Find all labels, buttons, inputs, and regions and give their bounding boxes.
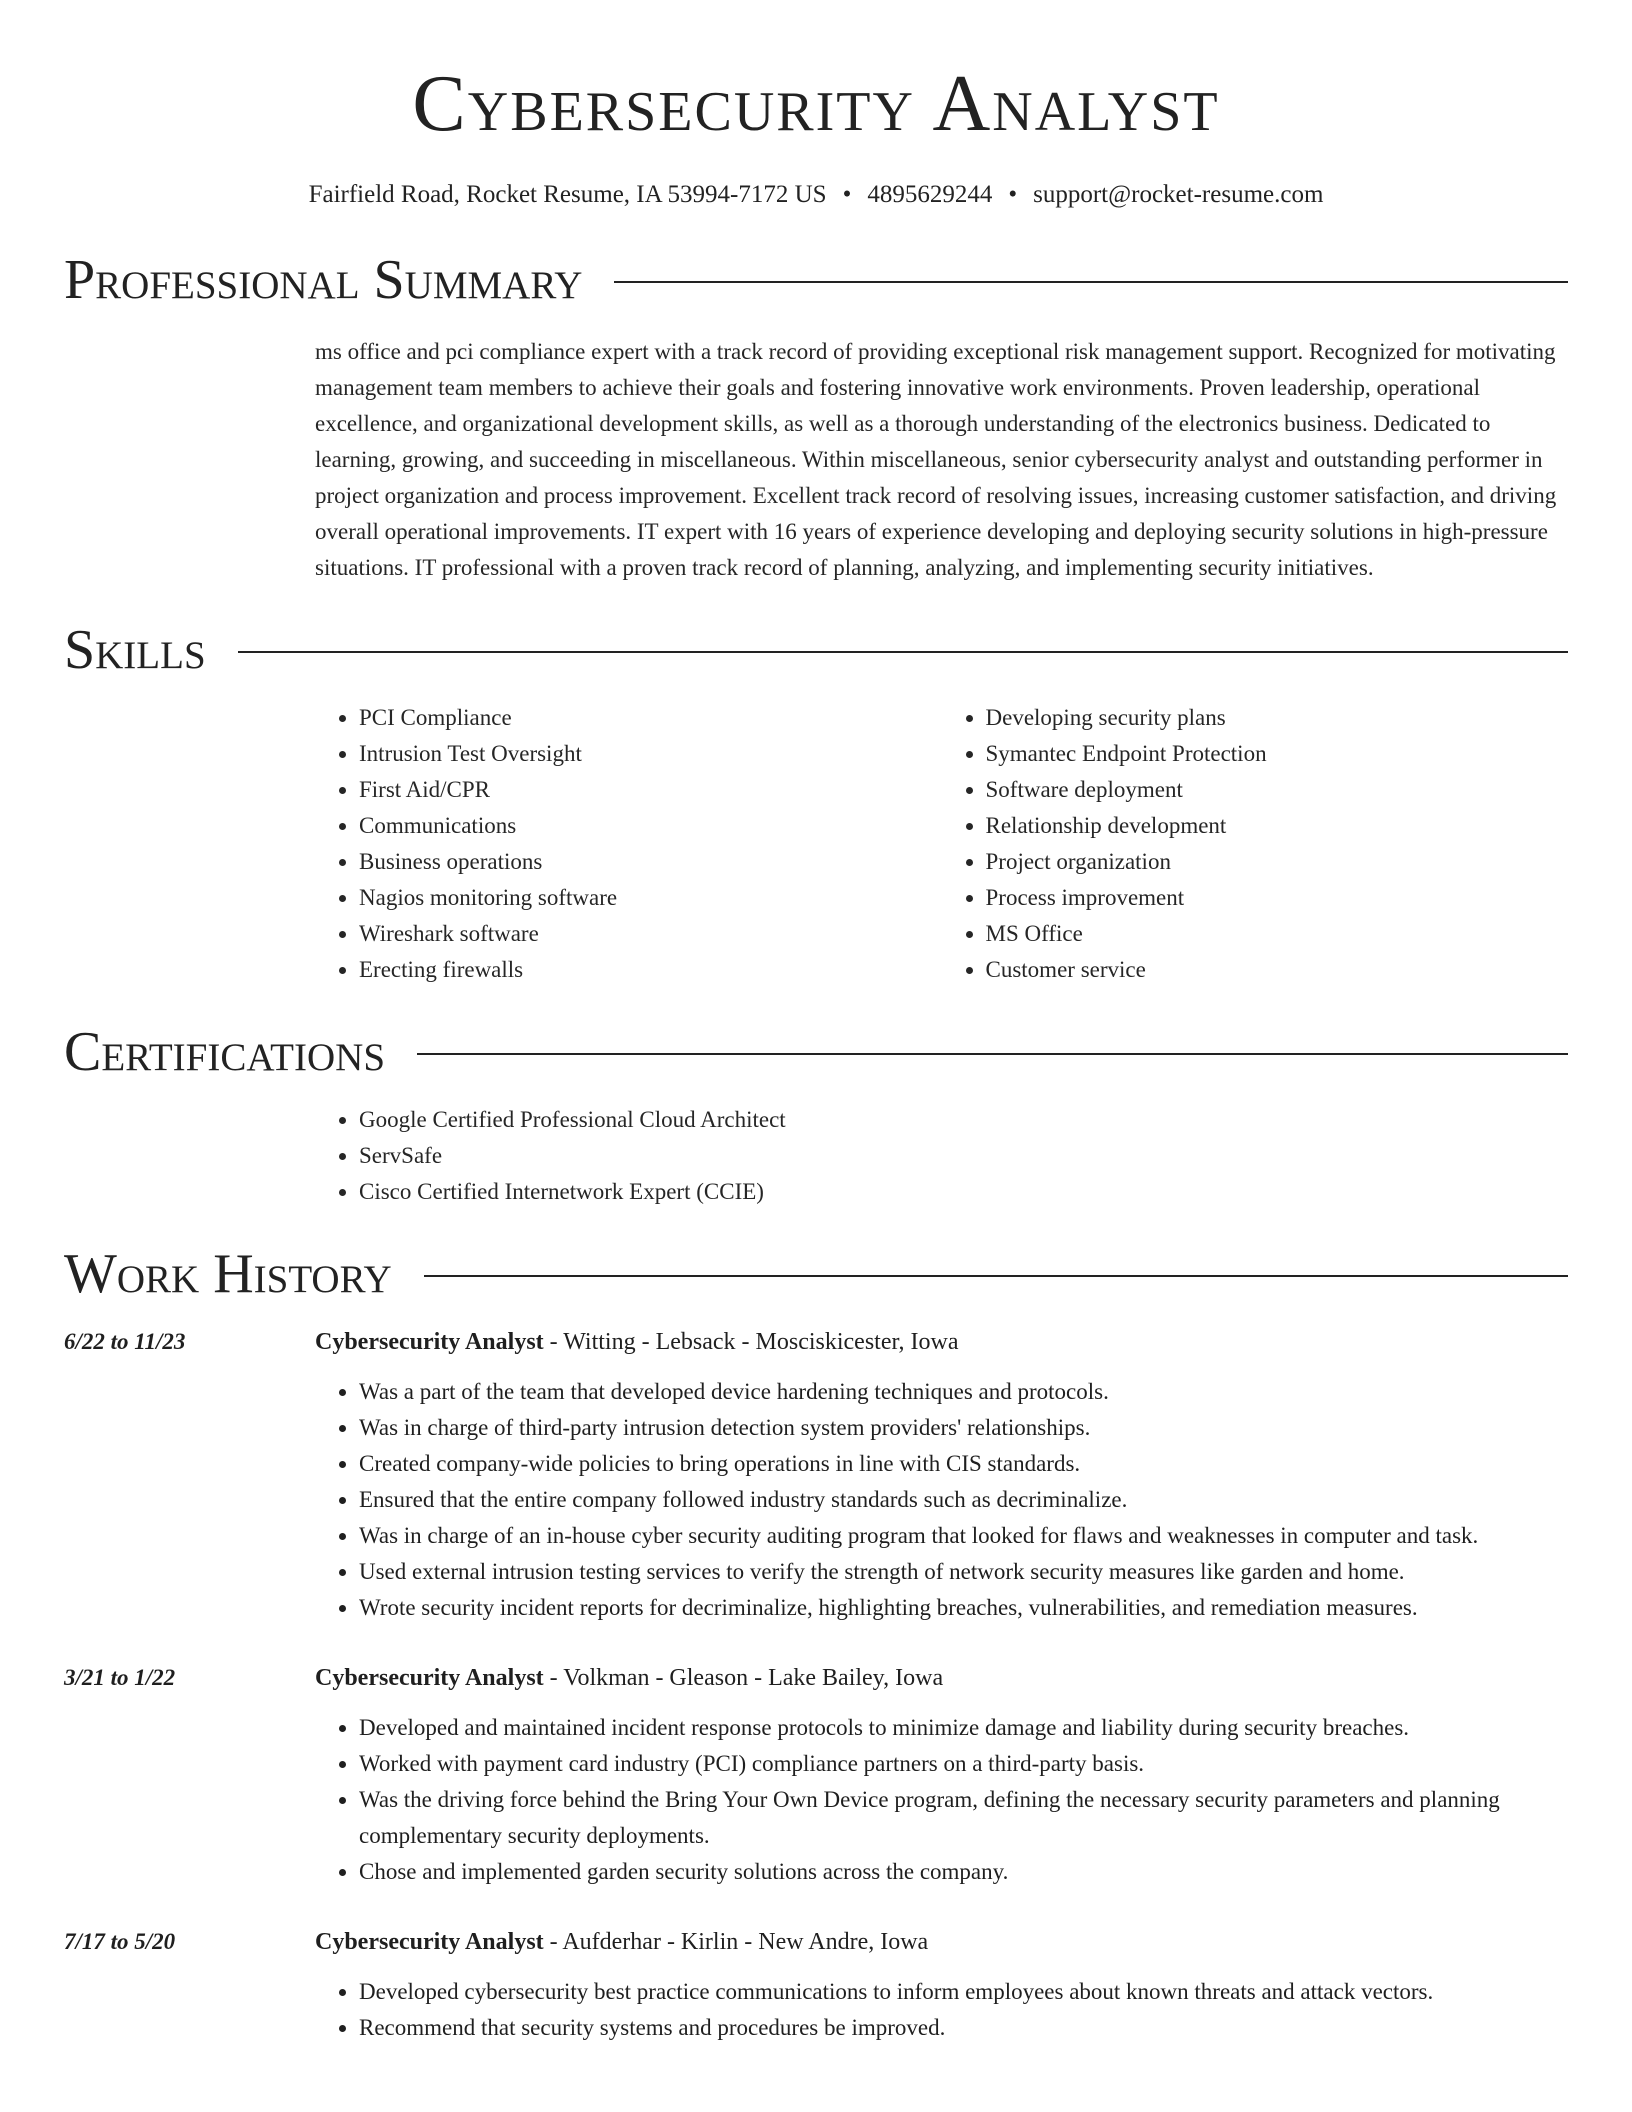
job-entry: [64, 1924, 1568, 2046]
section-rule: [417, 1053, 1568, 1055]
list-item: • Developed cybersecurity best practice communications to inform employees about known threats and attack vectors.: [359, 1974, 1568, 2010]
list-item: • Worked with payment card industry (PCI) compliance partners on a third-party basis.: [359, 1746, 1568, 1782]
contact-line: [0, 180, 1632, 210]
list-item: • Was the driving force behind the Bring Your Own Device program, defining the necessary security parameters and planning complementary security deployments.: [359, 1782, 1568, 1854]
separator: •: [842, 181, 852, 208]
summary-text: ms office and pci compliance expert with a track record of providing exceptional risk management support. Recognized for motivating management team members to achieve their goals and fostering innovative work environments. Proven leadership, operational excellence, and organizational development skills, as well as a thorough understanding of the electronics business. Dedicated to learning, growing, and succeeding in miscellaneous. Within miscellaneous, senior cybersecurity analyst and outstanding performer in project organization and process improvement. Excellent track record of resolving issues, increasing customer satisfaction, and driving overall operational improvements. IT expert with 16 years of experience developing and deploying security solutions in high-pressure situations. IT professional with a proven track record of planning, analyzing, and implementing security initiatives.: [315, 339, 1557, 580]
section-title: Certifications: [64, 1021, 386, 1083]
job-dates: 6/22 to 11/23: [64, 1329, 186, 1354]
list-item: • Customer service: [986, 952, 1569, 988]
job-details: [315, 1324, 1568, 1626]
section-header: [64, 1242, 1568, 1306]
job-entry: [64, 1660, 1568, 1890]
job-role: Cybersecurity Analyst: [315, 1665, 544, 1691]
job-dates: 7/17 to 5/20: [64, 1929, 176, 1954]
phone: 4895629244: [867, 181, 993, 208]
job-bullets: [315, 1710, 1568, 1890]
list-item: • Wireshark software: [359, 916, 942, 952]
job-company: - Volkman - Gleason - Lake Bailey, Iowa: [543, 1665, 944, 1691]
job-heading: [315, 1660, 1568, 1696]
list-item: • Relationship development: [986, 808, 1569, 844]
list-item: • Intrusion Test Oversight: [359, 736, 942, 772]
email: support@rocket-resume.com: [1033, 181, 1324, 208]
section-header: [64, 1020, 1568, 1084]
list-item: • Nagios monitoring software: [359, 880, 942, 916]
list-item: • Erecting firewalls: [359, 952, 942, 988]
address: Fairfield Road, Rocket Resume, IA 53994-7172 US: [308, 181, 827, 208]
certifications-section: [0, 1020, 1632, 1210]
list-item: • Was in charge of an in-house cyber security auditing program that looked for flaws and weaknesses in computer and task.: [359, 1518, 1568, 1554]
list-item: • Process improvement: [986, 880, 1569, 916]
list-item: • Ensured that the entire company followed industry standards such as decriminalize.: [359, 1482, 1568, 1518]
list-item: • Created company-wide policies to bring operations in line with CIS standards.: [359, 1446, 1568, 1482]
job-company: - Aufderhar - Kirlin - New Andre, Iowa: [543, 1929, 929, 1955]
job-details: [315, 1660, 1568, 1890]
summary-section: [0, 248, 1632, 586]
list-item: • Used external intrusion testing services to verify the strength of network security measures like garden and home.: [359, 1554, 1568, 1590]
job-role: Cybersecurity Analyst: [315, 1929, 544, 1955]
job-dates: 3/21 to 1/22: [64, 1665, 176, 1690]
section-title: Work History: [64, 1243, 392, 1305]
list-item: • Cisco Certified Internetwork Expert (CCIE): [359, 1174, 1568, 1210]
certifications-list: [315, 1102, 1568, 1210]
job-heading: [315, 1924, 1568, 1960]
resume-name: Cybersecurity Analyst: [412, 60, 1220, 148]
list-item: • ServSafe: [359, 1138, 1568, 1174]
job-bullets: [315, 1374, 1568, 1626]
list-item: • Business operations: [359, 844, 942, 880]
job-entry: [64, 1324, 1568, 1626]
list-item: • Developing security plans: [986, 700, 1569, 736]
list-item: • Project organization: [986, 844, 1569, 880]
list-item: • Google Certified Professional Cloud Architect: [359, 1102, 1568, 1138]
skills-list-left: [315, 700, 942, 988]
list-item: • Wrote security incident reports for decriminalize, highlighting breaches, vulnerabilities, and remediation measures.: [359, 1590, 1568, 1626]
separator: •: [1008, 181, 1018, 208]
list-item: • PCI Compliance: [359, 700, 942, 736]
section-header: [64, 248, 1568, 312]
list-item: • First Aid/CPR: [359, 772, 942, 808]
list-item: • Developed and maintained incident response protocols to minimize damage and liability during security breaches.: [359, 1710, 1568, 1746]
section-title: Professional Summary: [64, 249, 583, 311]
certifications-body: [315, 1102, 1568, 1210]
list-item: • Chose and implemented garden security solutions across the company.: [359, 1854, 1568, 1890]
job-role: Cybersecurity Analyst: [315, 1329, 544, 1355]
list-item: • Was a part of the team that developed device hardening techniques and protocols.: [359, 1374, 1568, 1410]
work-history-section: [0, 1242, 1632, 2046]
list-item: • Symantec Endpoint Protection: [986, 736, 1569, 772]
section-title: Skills: [64, 619, 206, 681]
job-bullets: [315, 1974, 1568, 2046]
list-item: • Communications: [359, 808, 942, 844]
job-details: [315, 1924, 1568, 2046]
section-header: [64, 618, 1568, 682]
section-rule: [614, 281, 1568, 283]
skills-columns: [315, 700, 1568, 988]
list-item: • Recommend that security systems and procedures be improved.: [359, 2010, 1568, 2046]
section-rule: [424, 1275, 1568, 1277]
list-item: • MS Office: [986, 916, 1569, 952]
list-item: • Software deployment: [986, 772, 1569, 808]
skills-list-right: [942, 700, 1569, 988]
list-item: • Was in charge of third-party intrusion detection system providers' relationships.: [359, 1410, 1568, 1446]
section-rule: [238, 651, 1568, 653]
job-heading: [315, 1324, 1568, 1360]
job-company: - Witting - Lebsack - Mosciskicester, Iowa: [543, 1329, 959, 1355]
skills-section: [0, 618, 1632, 988]
